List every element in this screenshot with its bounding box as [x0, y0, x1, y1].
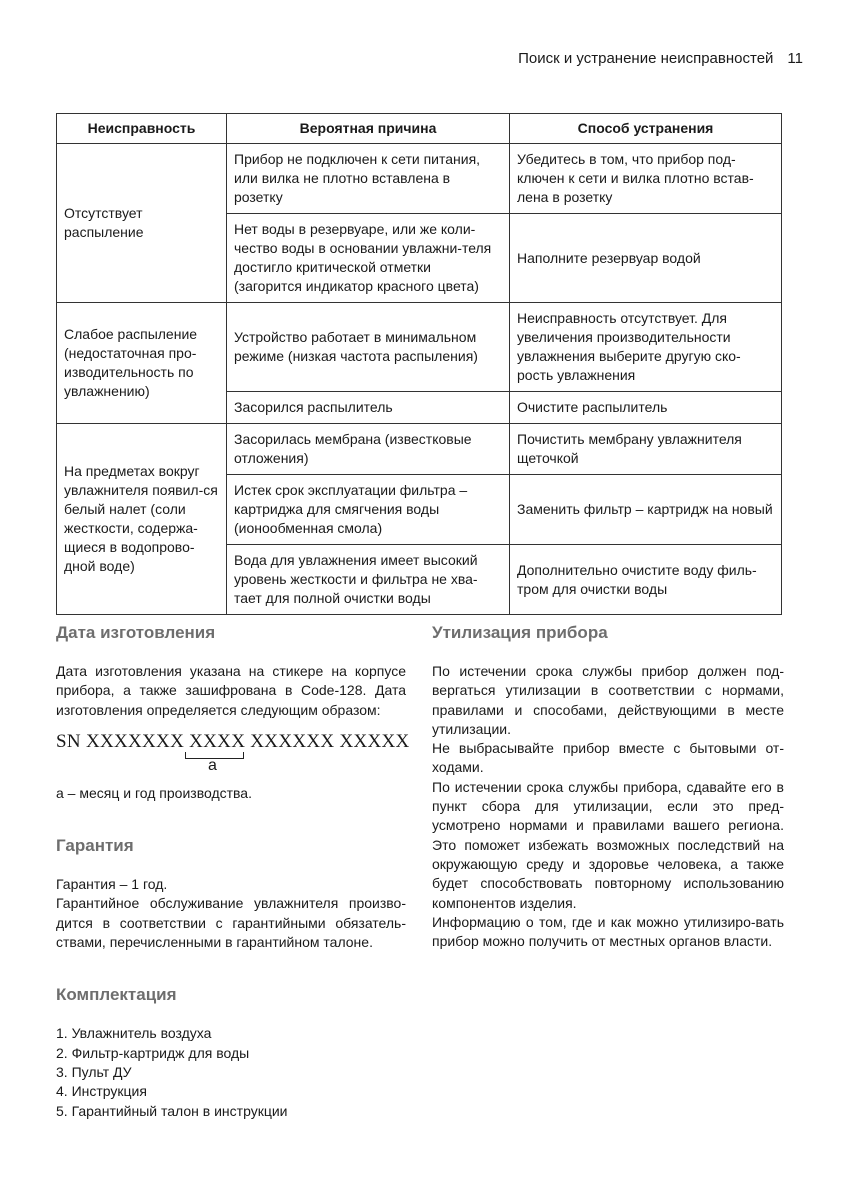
column-header-solution: Способ устранения: [510, 114, 782, 144]
list-item: 5. Гарантийный талон в инструкции: [56, 1102, 288, 1119]
list-item: 4. Инструкция: [56, 1083, 147, 1100]
solution-cell: Дополнительно очистите воду филь-тром для очистки воды: [510, 545, 782, 615]
troubleshooting-table: [56, 113, 782, 615]
section-title: Поиск и устранение неисправностей: [518, 50, 774, 67]
page-number: 11: [787, 50, 803, 67]
problem-cell: Отсутствует распыление: [57, 144, 227, 303]
cause-cell: Истек срок эксплуатации фильтра – картриджа для смягчения воды (ионообменная смола): [227, 475, 510, 545]
list-item: 1. Увлажнитель воздуха: [56, 1025, 212, 1042]
package-list: [56, 1024, 406, 1120]
table-row: [57, 424, 782, 475]
disposal-paragraph: Не выбрасывайте прибор вместе с бытовыми от-ходами.: [432, 740, 784, 776]
cause-cell: Вода для увлажнения имеет высокий уровень жесткости и фильтра не хва-тает для полной очистки воды: [227, 545, 510, 615]
column-header-problem: Неисправность: [57, 114, 227, 144]
manufacture-date-text: Дата изготовления указана на стикере на корпусе прибора, а также зашифрована в Code-128. Дата изготовления определяется следующим образом:: [56, 663, 406, 718]
table-header-row: [57, 114, 782, 144]
list-item: 2. Фильтр-картридж для воды: [56, 1044, 250, 1061]
solution-cell: Неисправность отсутствует. Для увеличения производительности увлажнения выберите другую ско-рость увлажнения: [510, 303, 782, 392]
cause-cell: Засорилась мембрана (известковые отложения): [227, 424, 510, 475]
problem-cell: Слабое распыление (недостаточная про-изводительность по увлажнению): [57, 303, 227, 424]
package-heading: Комплектация: [56, 985, 177, 1005]
disposal-paragraph: Информацию о том, где и как можно утилизиро-вать прибор можно получить от местных органов власти.: [432, 913, 784, 950]
warranty-service-text: Гарантийное обслуживание увлажнителя произво-дится в соответствии с гарантийными обязатель-ствами, перечисленными в гарантийном талоне.: [56, 895, 406, 951]
page-header: [0, 50, 803, 67]
problem-cell: На предметах вокруг увлажнителя появил-ся белый налет (соли жесткости, содержа-щиеся в водопрово-дной воде): [57, 424, 227, 615]
disposal-paragraph: По истечении срока службы прибор должен под-вергаться утилизации в соответствии с нормами, правилами и способами, действующими в месте утилизации.: [432, 663, 784, 737]
left-column: [56, 622, 410, 1121]
serial-number-diagram: [56, 730, 410, 784]
manufacture-date-heading: Дата изготовления: [56, 623, 216, 642]
table-row: [57, 303, 782, 392]
cause-cell: Устройство работает в минимальном режиме (низкая частота распыления): [227, 303, 510, 392]
cause-cell: Нет воды в резервуаре, или же коли-чество воды в основании увлажни-теля достигло критической отметки (загорится индикатор красного цвета): [227, 214, 510, 303]
serial-number-code: SN XXXXXXX XXXX XXXXXX XXXXX: [56, 730, 410, 752]
column-header-cause: Вероятная причина: [227, 114, 510, 144]
disposal-paragraph: По истечении срока службы прибора, сдавайте его в пункт сбора для утилизации, если это пред-усмотрено нормами и правилами вашего региона. Это поможет избежать возможных последствий на окружающую среду и здоровье человека, а также будет способствовать повторному использованию компонентов изделия.: [432, 778, 784, 911]
warranty-heading: Гарантия: [56, 836, 134, 856]
solution-cell: Наполните резервуар водой: [510, 214, 782, 303]
warranty-period: Гарантия – 1 год.: [56, 876, 168, 893]
manufacture-date-note: а – месяц и год производства.: [56, 784, 252, 801]
solution-cell: Почистить мембрану увлажнителя щеточкой: [510, 424, 782, 475]
date-bracket-label: а: [208, 756, 217, 774]
cause-cell: Засорился распылитель: [227, 392, 510, 424]
disposal-heading: Утилизация прибора: [432, 623, 608, 642]
list-item: 3. Пульт ДУ: [56, 1063, 132, 1080]
solution-cell: Убедитесь в том, что прибор под-ключен к сети и вилка плотно встав-лена в розетку: [510, 144, 782, 214]
solution-cell: Заменить фильтр – картридж на новый: [510, 475, 782, 545]
right-column: [432, 622, 784, 951]
solution-cell: Очистите распылитель: [510, 392, 782, 424]
cause-cell: Прибор не подключен к сети питания, или вилка не плотно вставлена в розетку: [227, 144, 510, 214]
table-row: [57, 144, 782, 214]
